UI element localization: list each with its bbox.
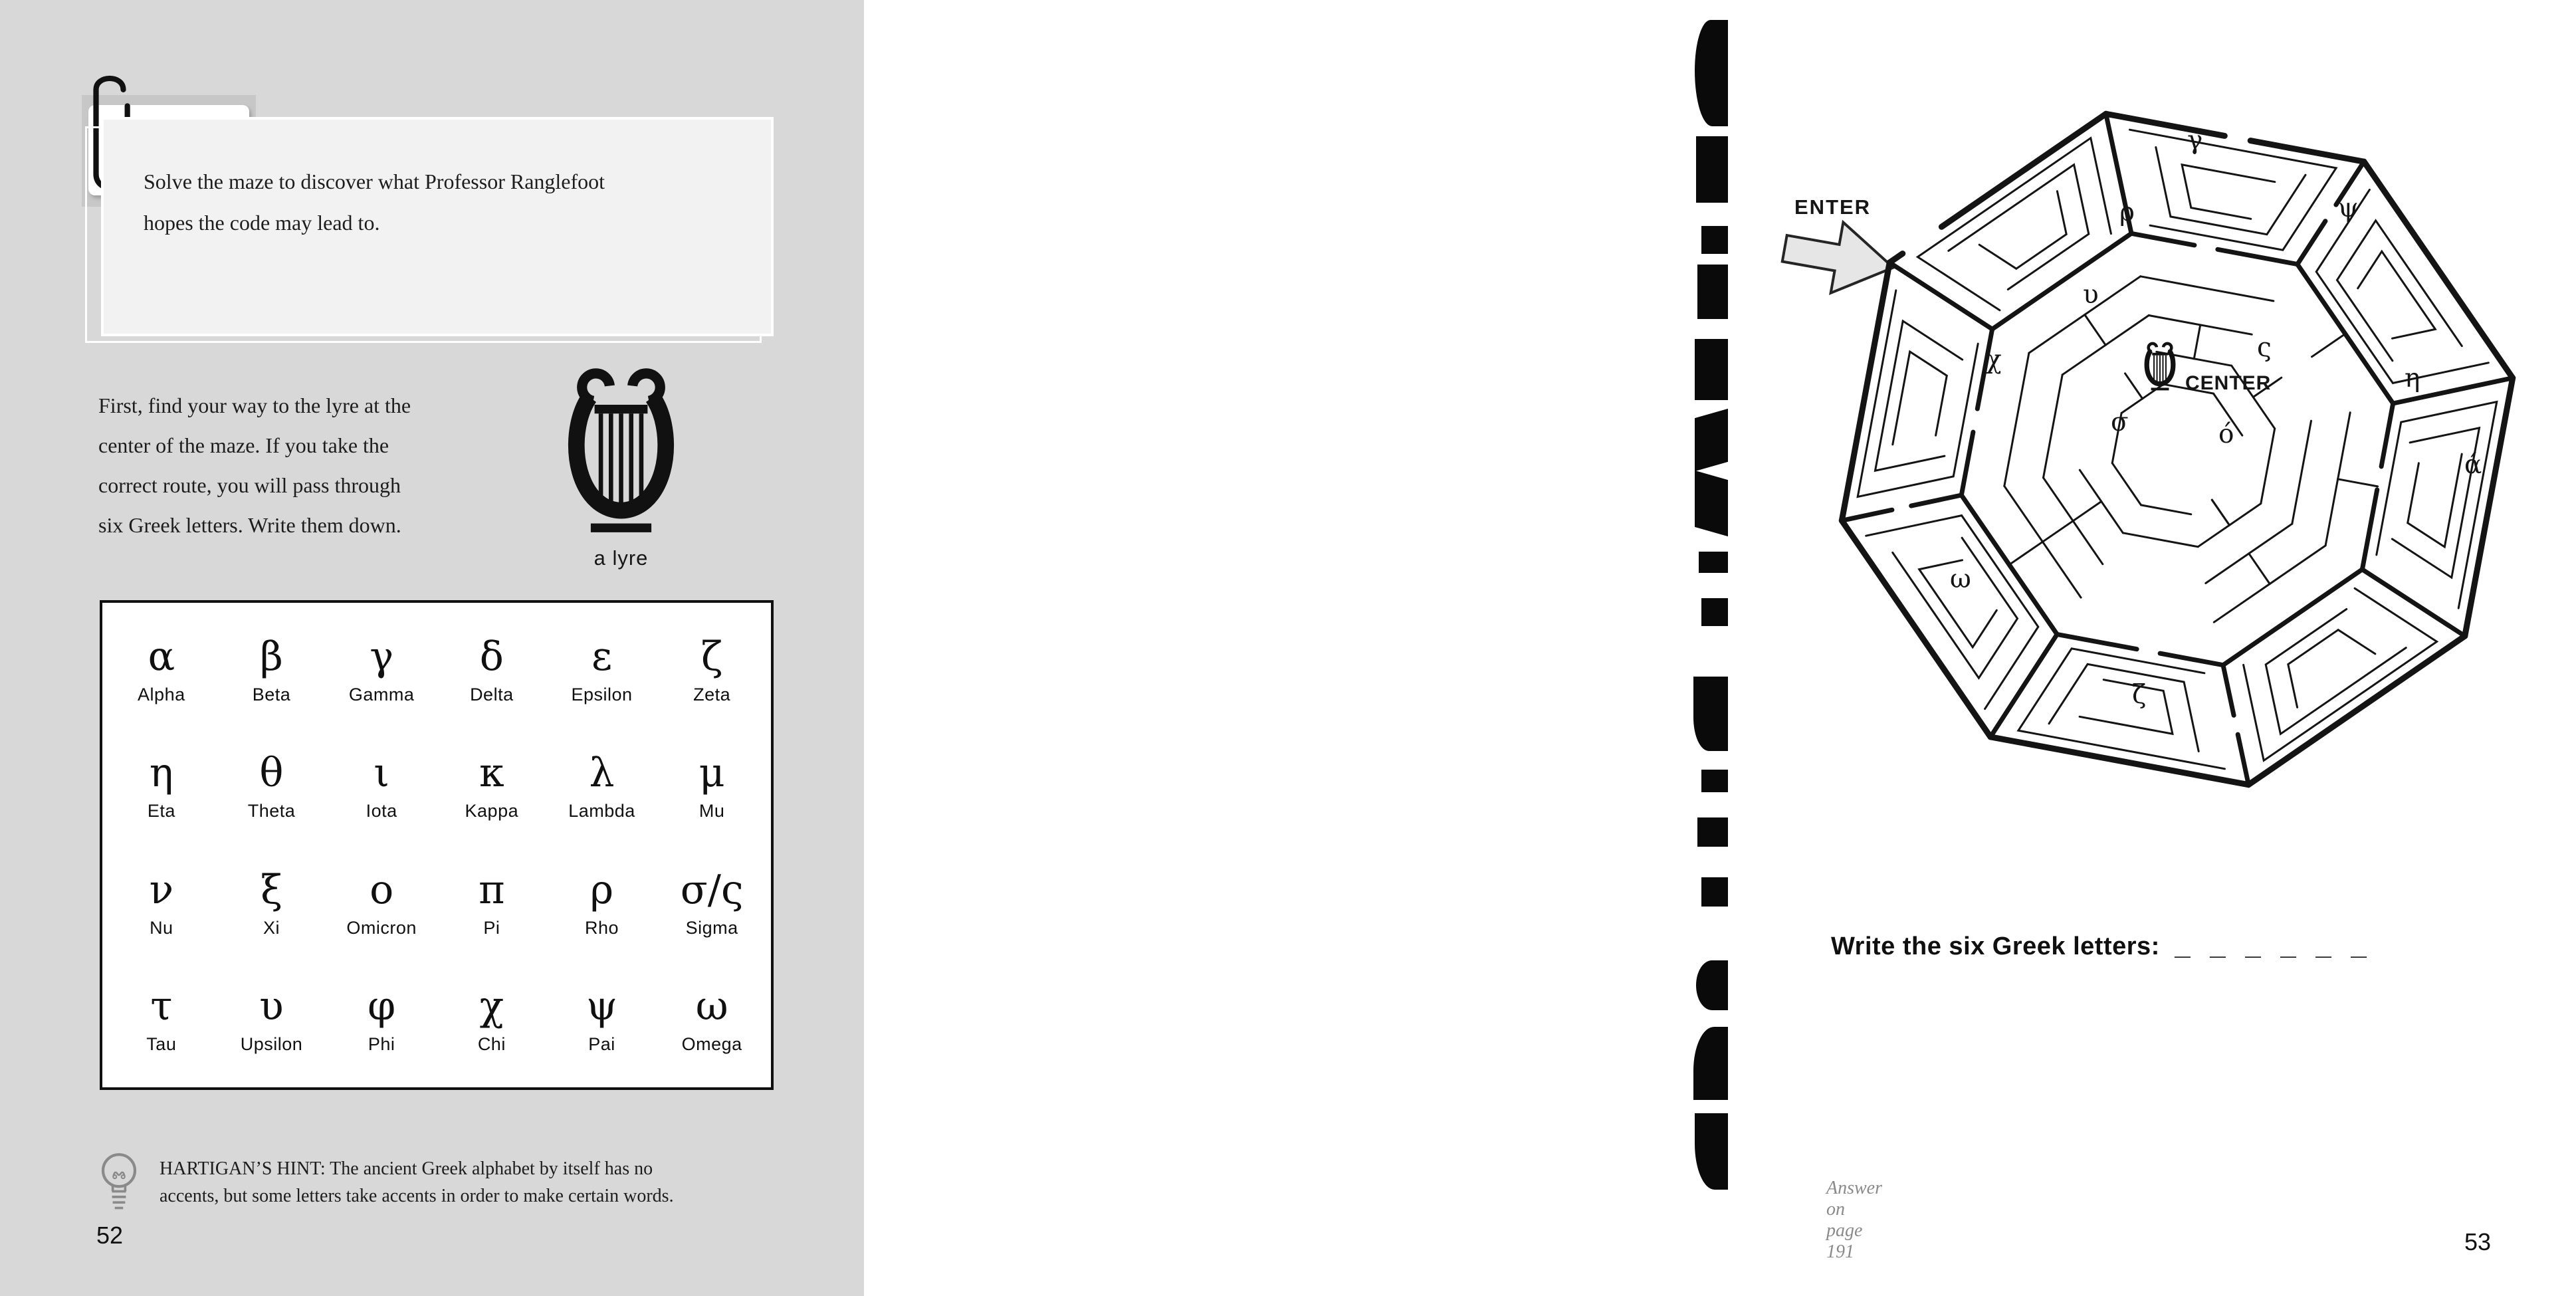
greek-letter-glyph: μ xyxy=(698,750,725,797)
greek-letter-name: Rho xyxy=(584,917,619,938)
hint-line: HARTIGAN’S HINT: The ancient Greek alphabet by itself has no xyxy=(160,1158,653,1179)
greek-letter-name: Epsilon xyxy=(571,685,633,705)
greek-letter-glyph: υ xyxy=(259,982,284,1029)
greek-letter-glyph: λ xyxy=(589,750,615,797)
greek-letter-name: Zeta xyxy=(693,685,731,705)
greek-letter-name: Delta xyxy=(470,685,514,705)
alphabet-cell xyxy=(326,962,437,1078)
edge-shape xyxy=(1697,817,1728,847)
intro-line: center of the maze. If you take the xyxy=(98,433,389,457)
greek-letter-glyph: κ xyxy=(479,750,504,797)
alphabet-cell xyxy=(657,845,767,962)
edge-shape xyxy=(1695,409,1728,471)
maze-letter: ζ xyxy=(2132,680,2147,710)
greek-letter-glyph: ρ xyxy=(590,866,614,913)
edge-shape xyxy=(1695,339,1728,400)
alphabet-cell xyxy=(437,612,547,728)
edge-shape xyxy=(1701,770,1728,792)
write-prompt: Write the six Greek letters: xyxy=(1831,932,2160,960)
maze-letter: ό xyxy=(2218,419,2234,449)
greek-letter-name: Mu xyxy=(698,801,725,821)
edge-shape xyxy=(1701,226,1728,254)
maze-letter: χ xyxy=(1986,345,2002,375)
greek-letter-glyph: σ/ς xyxy=(680,866,744,913)
alphabet-cell xyxy=(437,728,547,845)
alphabet-cell xyxy=(326,612,437,728)
edge-shape xyxy=(1695,20,1728,126)
alphabet-cell xyxy=(217,612,327,728)
answer-blanks: _ _ _ _ _ _ xyxy=(2175,929,2373,960)
maze-letter: ς xyxy=(2257,333,2272,363)
greek-letter-glyph: θ xyxy=(259,750,284,797)
page-number-right: 53 xyxy=(2464,1228,2492,1255)
edge-shape xyxy=(1697,265,1728,319)
greek-letter-glyph: ψ xyxy=(586,982,618,1029)
maze-figure xyxy=(1752,77,2576,828)
task-description-line: hopes the code may lead to. xyxy=(144,211,380,235)
edge-shape xyxy=(1693,1027,1728,1100)
greek-letter-glyph: φ xyxy=(368,982,396,1029)
greek-letter-glyph: ο xyxy=(370,866,394,913)
intro-text xyxy=(98,385,524,545)
edge-shape xyxy=(1696,136,1728,203)
intro-line: correct route, you will pass through xyxy=(98,473,401,497)
intro-line: six Greek letters. Write them down. xyxy=(98,513,401,537)
alphabet-cell xyxy=(106,845,217,962)
alphabet-cell xyxy=(326,728,437,845)
maze-letter: ρ xyxy=(2119,197,2135,227)
greek-letter-name: Pai xyxy=(588,1033,615,1054)
page-edge-decoration xyxy=(1688,0,1728,1296)
greek-letter-glyph: ω xyxy=(695,982,728,1029)
hint-text xyxy=(160,1155,798,1210)
edge-shape xyxy=(1696,960,1728,1010)
greek-letter-name: Chi xyxy=(477,1033,506,1054)
write-line xyxy=(1831,929,2529,961)
center-lyre-icon xyxy=(2147,344,2173,390)
greek-letter-name: Upsilon xyxy=(240,1033,303,1054)
greek-letter-glyph: ξ xyxy=(260,866,283,913)
lyre-caption: a lyre xyxy=(593,546,649,570)
right-page xyxy=(864,0,2492,1296)
alphabet-cell xyxy=(217,845,327,962)
greek-letter-glyph: α xyxy=(148,633,175,681)
alphabet-cell xyxy=(657,728,767,845)
alphabet-cell xyxy=(217,962,327,1078)
maze-letter: ψ xyxy=(2338,193,2359,223)
greek-letter-glyph: χ xyxy=(479,982,504,1029)
alphabet-cell xyxy=(106,728,217,845)
greek-letter-glyph: ζ xyxy=(700,633,723,681)
maze-letter: σ xyxy=(2111,407,2129,437)
greek-letter-name: Omega xyxy=(681,1033,742,1054)
alphabet-cell xyxy=(547,612,657,728)
edge-shape xyxy=(1693,677,1728,751)
alphabet-cell xyxy=(106,962,217,1078)
maze-letter: υ xyxy=(2083,280,2099,310)
edge-shape xyxy=(1701,598,1728,626)
edge-shape xyxy=(1699,552,1728,573)
alphabet-cell xyxy=(106,612,217,728)
alphabet-cell xyxy=(657,962,767,1078)
center-label: CENTER xyxy=(2185,372,2272,394)
alphabet-cell xyxy=(437,845,547,962)
greek-letter-name: Gamma xyxy=(348,685,415,705)
greek-letter-name: Tau xyxy=(146,1033,177,1054)
greek-letter-name: Phi xyxy=(368,1033,395,1054)
maze-letter: ά xyxy=(2464,450,2482,480)
hint-line: accents, but some letters take accents in order to make certain words. xyxy=(160,1186,674,1206)
greek-letter-glyph: π xyxy=(479,866,505,913)
greek-letter-glyph: γ xyxy=(370,633,394,681)
greek-letter-name: Beta xyxy=(252,685,291,705)
maze-letter: ω xyxy=(1950,564,1971,594)
greek-letter-glyph: β xyxy=(260,633,283,681)
greek-letter-name: Eta xyxy=(147,801,175,821)
alphabet-cell xyxy=(437,962,547,1078)
edge-shape xyxy=(1695,1113,1728,1190)
alphabet-cell xyxy=(326,845,437,962)
edge-shape xyxy=(1695,471,1728,536)
task-panel xyxy=(101,117,774,336)
lyre-icon xyxy=(553,367,689,544)
enter-arrow-icon xyxy=(1778,213,1899,303)
greek-letter-name: Xi xyxy=(263,917,280,938)
alphabet-cell xyxy=(217,728,327,845)
intro-line: First, find your way to the lyre at the xyxy=(98,393,411,417)
alphabet-cell xyxy=(547,845,657,962)
greek-letter-name: Sigma xyxy=(685,917,738,938)
alphabet-table xyxy=(100,600,774,1090)
greek-letter-name: Lambda xyxy=(568,801,635,821)
greek-letter-glyph: τ xyxy=(150,982,173,1029)
greek-letter-name: Alpha xyxy=(138,685,185,705)
greek-letter-glyph: δ xyxy=(479,633,504,681)
greek-letter-name: Omicron xyxy=(346,917,417,938)
page-number-left: 52 xyxy=(96,1222,124,1249)
answer-note: Answer on page 191 xyxy=(1826,1178,1882,1262)
greek-letter-name: Nu xyxy=(150,917,173,938)
alphabet-cell xyxy=(547,962,657,1078)
greek-letter-glyph: ι xyxy=(374,750,389,797)
task-description-line: Solve the maze to discover what Professor Ranglefoot xyxy=(144,169,605,193)
edge-shape xyxy=(1701,877,1728,907)
greek-letter-name: Pi xyxy=(483,917,500,938)
maze-letter: η xyxy=(2405,364,2420,393)
maze-svg xyxy=(1752,77,2576,828)
greek-letter-glyph: ε xyxy=(591,633,613,681)
alphabet-cell xyxy=(657,612,767,728)
lightbulb-icon xyxy=(97,1151,141,1215)
left-page xyxy=(0,0,864,1296)
alphabet-cell xyxy=(547,728,657,845)
maze-walls xyxy=(1842,114,2512,784)
maze-letter: γ xyxy=(2187,126,2203,156)
greek-letter-glyph: η xyxy=(149,750,173,797)
greek-letter-name: Theta xyxy=(247,801,296,821)
greek-letter-name: Iota xyxy=(366,801,397,821)
enter-label: ENTER xyxy=(1794,195,1872,219)
greek-letter-glyph: ν xyxy=(149,866,174,913)
greek-letter-name: Kappa xyxy=(465,801,519,821)
